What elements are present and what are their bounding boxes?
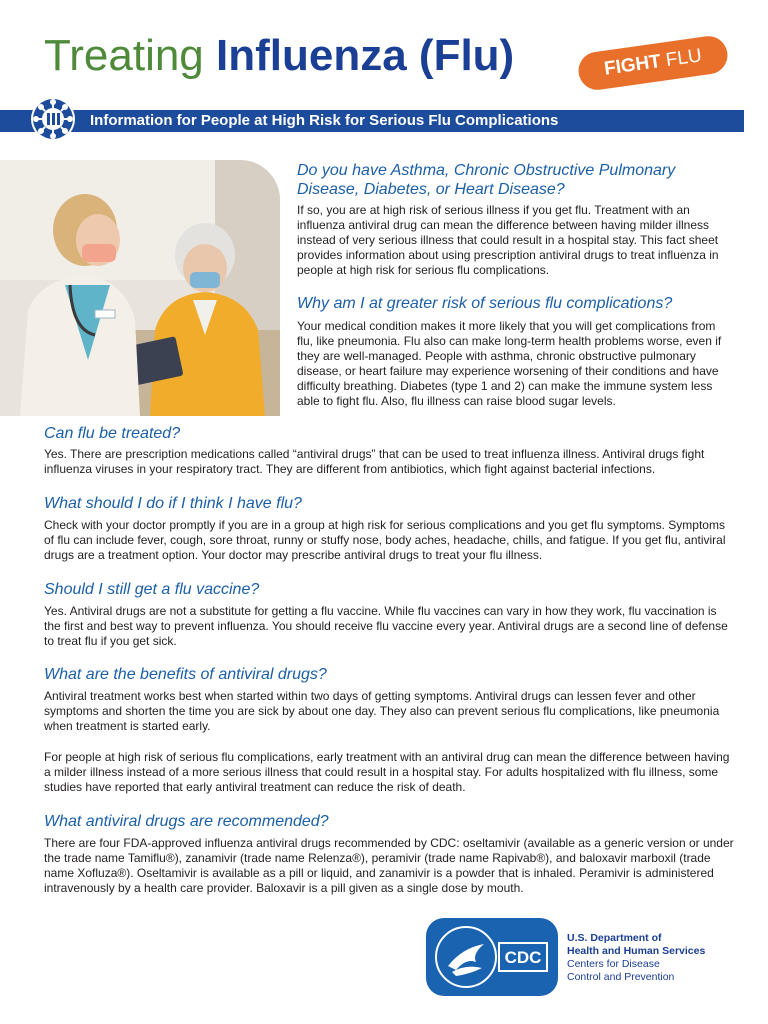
recommended-body-wrap [44,836,734,896]
fight-flu-badge [576,34,730,93]
benefits-body1-wrap [44,689,734,734]
hhs-line-1: U.S. Department of [567,932,662,944]
vaccine-body: Yes. Antiviral drugs are not a substitute for getting a flu vaccine. While flu vaccines can vary in how they work, flu vaccination is the first and best way to prevent influenza. You should receive flu vaccine every year. Antiviral drugs are a second line of defense to treat flu if you get sick. [44,604,728,648]
hhs-line-2: Health and Human Services [567,945,706,957]
benefits-section [44,665,734,684]
doctor-patient-photo [0,160,280,416]
vaccine-heading: Should I still get a flu vaccine? [44,581,260,598]
hhs-text [567,932,705,984]
think-body-wrap [44,518,734,563]
risk-section [297,294,727,313]
title-light: Treating [44,31,204,80]
treated-body: Yes. There are prescription medications called “antiviral drugs” that can be used to treat influenza illness. Antiviral drugs fight influenza viruses in your respiratory tract. They are different from antibiotics, which fight against bacterial infections. [44,447,705,476]
cdc-line-2: Control and Prevention [567,971,675,983]
recommended-section [44,812,734,831]
vaccine-section [44,580,734,599]
intro-section [297,161,727,199]
vaccine-body-wrap [44,604,734,649]
risk-body-wrap [297,319,727,409]
benefits-heading: What are the benefits of antiviral drugs? [44,666,327,683]
treated-body-wrap [44,447,734,477]
recommended-body: There are four FDA-approved influenza antiviral drugs recommended by CDC: oseltamivir (available as a generic version or under the trade name Tamiflu®), zanamivir (trade name Relenza®), peramivir (trade name Rapivab®), and baloxavir marboxil (trade name Xofluza®). Oseltamivir is available as a pill or liquid, and zanamivir is a powder that is inhaled. Peramivir is administered intravenously by a health care provider. Baloxavir is a pill given as a single dose by mouth. [44,836,734,895]
risk-body: Your medical condition makes it more likely that you will get complications from flu, like pneumonia. Flu also can make long-term health problems worse, even if they are well-managed. People with asthma, chronic obstructive pulmonary disease, or heart failure may experience worsening of their conditions and have difficulty breathing. Diabetes (type 1 and 2) can make the immune system less able to fight flu. Also, flu illness can raise blood sugar levels. [297,319,722,408]
svg-text:CDC: CDC [504,948,542,967]
treated-section [44,424,734,443]
think-heading: What should I do if I think I have flu? [44,495,302,512]
badge-light-text: FLU [664,45,704,72]
recommended-heading: What antiviral drugs are recommended? [44,813,329,830]
benefits-body-1: Antiviral treatment works best when started within two days of getting symptoms. Antiviral drugs can lessen fever and other symptoms and shorten the time you are sick by about one day. They also can prevent serious flu complications, like pneumonia when treatment is started early. [44,689,720,733]
benefits-body2-wrap [44,750,734,795]
cdc-line-1: Centers for Disease [567,958,660,970]
hhs-eagle-icon [436,927,496,987]
risk-heading: Why am I at greater risk of serious flu complications? [297,295,673,312]
intro-body-wrap [297,203,727,278]
think-body: Check with your doctor promptly if you are in a group at high risk for serious complications and you get flu symptoms. Symptoms of flu can include fever, cough, sore throat, runny or stuffy nose, body aches, headache, chills, and fatigue. If you get flu, antiviral drugs are a treatment option. Your doctor may prescribe antiviral drugs to treat your flu illness. [44,518,726,562]
flu-virus-icon [30,96,76,142]
badge-bold-text: FIGHT [602,51,663,80]
intro-body: If so, you are at high risk of serious illness if you get flu. Treatment with an influenza antiviral drug can mean the difference between having milder illness instead of very serious illness that could result in a hospital stay. This fact sheet provides information about using prescription antiviral drugs to treat influenza in people at high risk for serious flu complications. [297,203,719,277]
banner-text: Information for People at High Risk for Serious Flu Complications [90,112,559,129]
banner [0,110,744,132]
hhs-cdc-logo [426,918,558,996]
treated-heading: Can flu be treated? [44,425,181,442]
page-title [44,30,514,82]
benefits-body-2: For people at high risk of serious flu complications, early treatment with an antiviral drug can mean the difference between having a milder illness instead of a more serious illness that could result in a hospital stay. For adults hospitalized with flu illness, some studies have reported that early antiviral treatment can reduce the risk of death. [44,750,730,794]
cdc-logo-icon [498,942,548,972]
intro-heading: Do you have Asthma, Chronic Obstructive Pulmonary Disease, Diabetes, or Heart Disease? [297,162,676,198]
title-bold: Influenza (Flu) [216,31,515,80]
think-section [44,494,734,513]
